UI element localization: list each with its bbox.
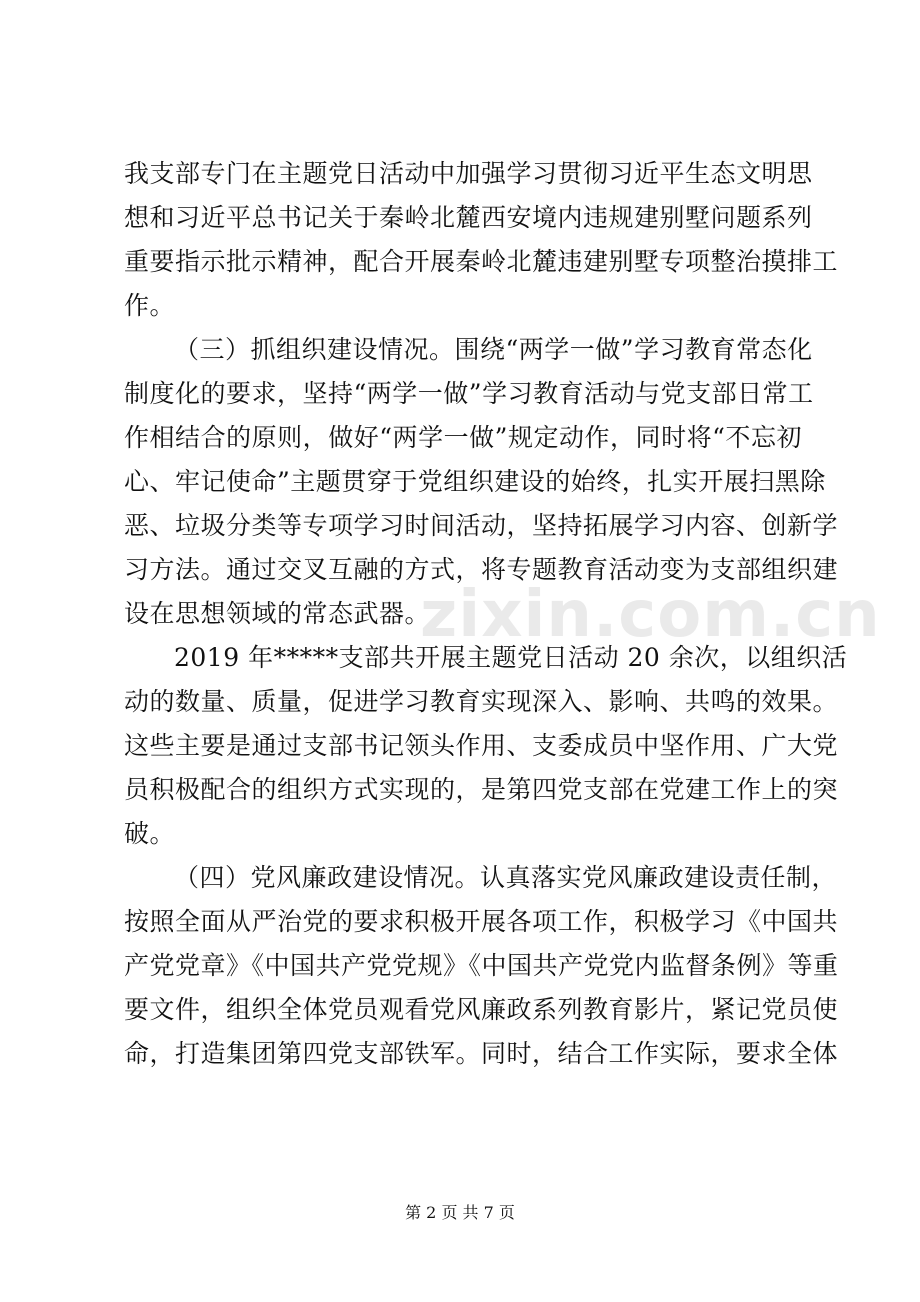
text-line: 设在思想领域的常态武器。: [124, 599, 431, 628]
text-line: 命，打造集团第四党支部铁军。同时，结合工作实际，要求全体: [124, 1039, 839, 1068]
text-line: 制度化的要求，坚持“两学一做”学习教育活动与党支部日常工: [124, 379, 814, 408]
text-line: 作相结合的原则，做好“两学一做”规定动作，同时将“不忘初: [124, 423, 802, 452]
text-line: 动的数量、质量，促进学习教育实现深入、影响、共鸣的效果。: [124, 687, 839, 716]
text-line: 2019 年*****支部共开展主题党日活动 20 余次，以组织活: [174, 643, 848, 672]
text-line: （三）抓组织建设情况。围绕“两学一做”学习教育常态化: [174, 335, 813, 364]
text-line: （四）党风廉政建设情况。认真落实党风廉政建设责任制，: [174, 863, 838, 892]
page-number-footer: 第 2 页 共 7 页: [405, 1203, 515, 1222]
text-line: 按照全面从严治党的要求积极开展各项工作，积极学习《中国共: [124, 907, 839, 936]
text-line: 破。: [124, 819, 176, 848]
text-line: 这些主要是通过支部书记领头作用、支委成员中坚作用、广大党: [124, 731, 839, 760]
text-line: 员积极配合的组织方式实现的，是第四党支部在党建工作上的突: [124, 775, 839, 804]
text-line: 产党党章》《中国共产党党规》《中国共产党党内监督条例》等重: [124, 951, 839, 980]
text-line: 想和习近平总书记关于秦岭北麓西安境内违规建别墅问题系列: [124, 203, 813, 232]
text-line: 要文件，组织全体党员观看党风廉政系列教育影片，紧记党员使: [124, 995, 839, 1024]
text-line: 恶、垃圾分类等专项学习时间活动，坚持拓展学习内容、创新学: [124, 511, 839, 540]
text-line: 重要指示批示精神，配合开展秦岭北麓违建别墅专项整治摸排工: [124, 247, 839, 276]
text-line: 我支部专门在主题党日活动中加强学习贯彻习近平生态文明思: [124, 159, 813, 188]
text-line: 心、牢记使命”主题贯穿于党组织建设的始终，扎实开展扫黑除: [124, 467, 826, 496]
text-line: 习方法。通过交叉互融的方式，将专题教育活动变为支部组织建: [124, 555, 839, 584]
text-line: 作。: [124, 291, 176, 320]
watermark: zixin.com.cn: [420, 578, 881, 652]
